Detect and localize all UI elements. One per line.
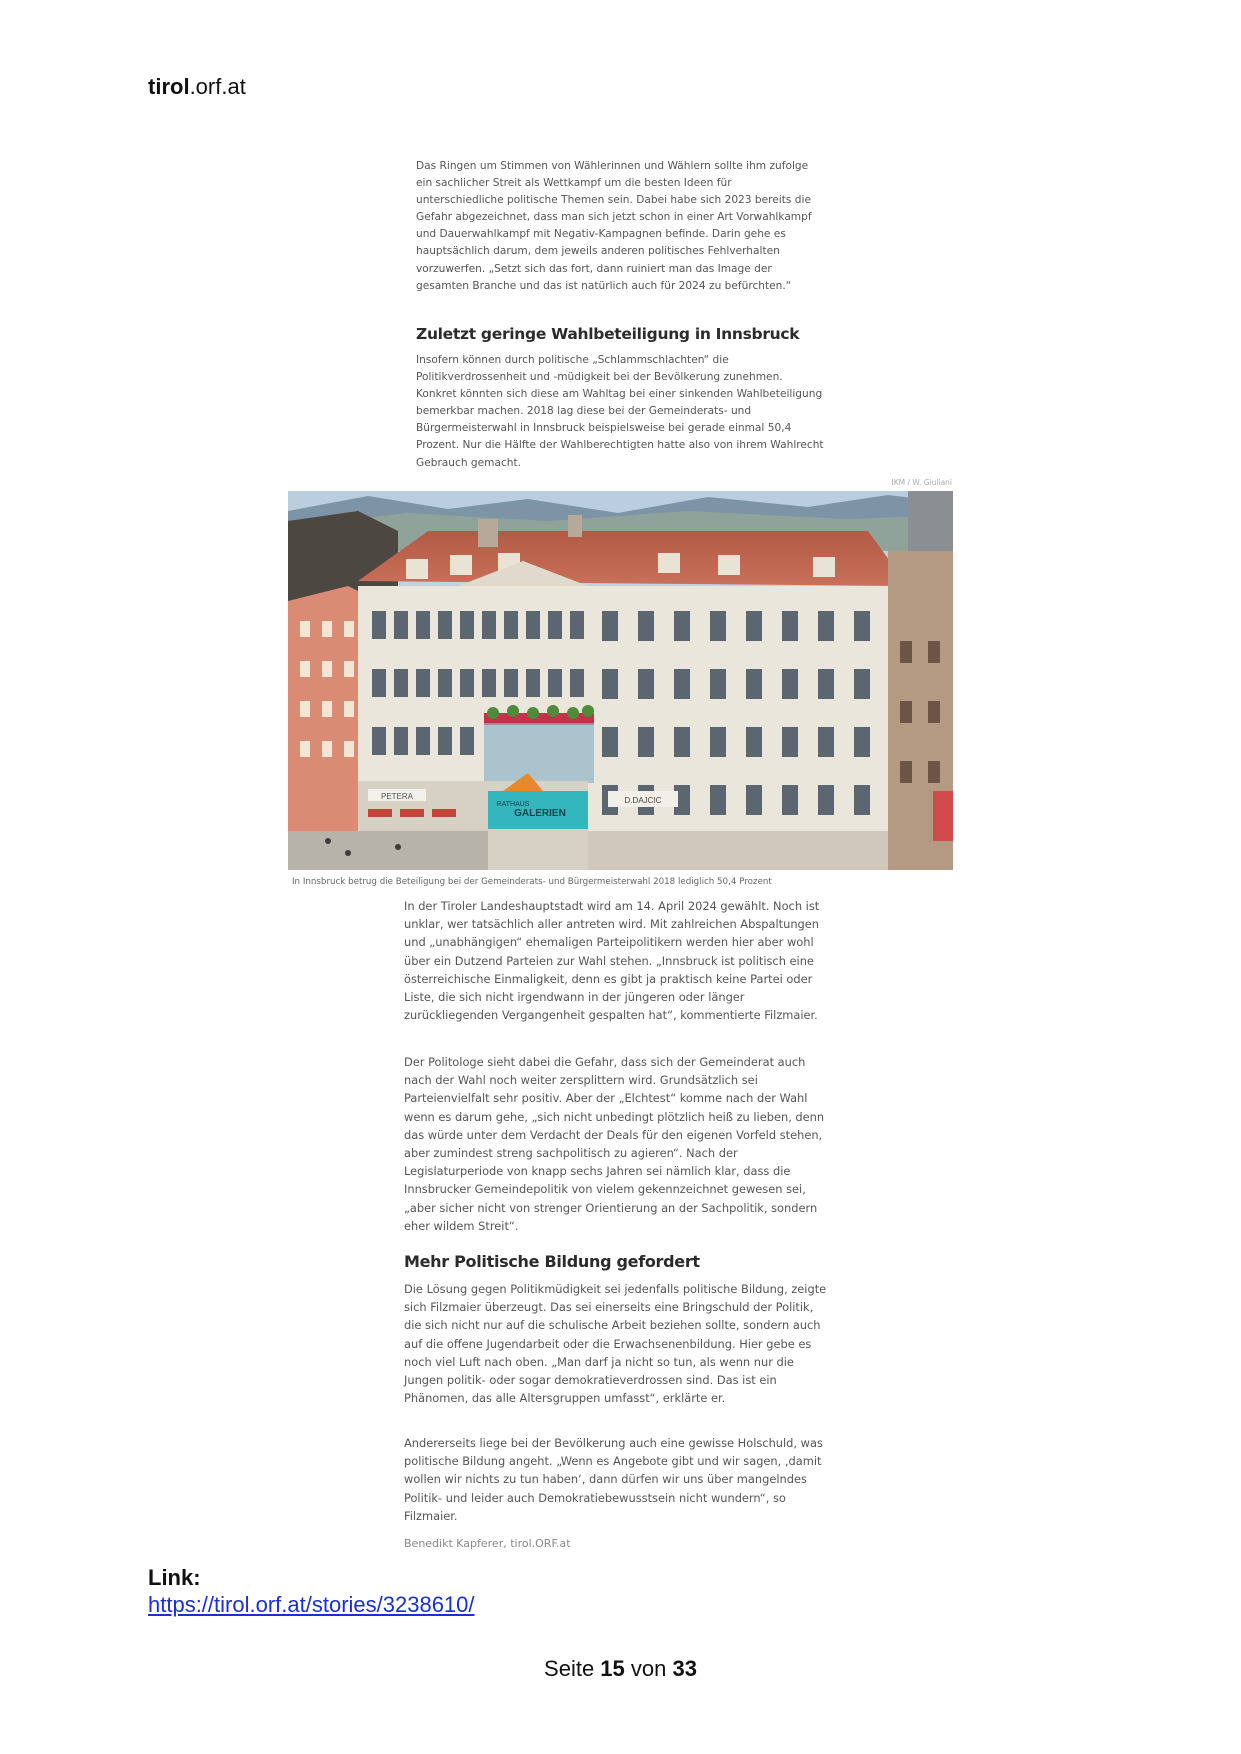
footer-middle: von bbox=[624, 1656, 673, 1681]
article-paragraph-4: Der Politologe sieht dabei die Gefahr, dass sich der Gemeinderat auch nach der Wahl noch weiter zersplittern wird. Grundsätzlich sei Parteienvielfalt sehr positiv. Aber der „Elchtest“ komme nach der Wahl wenn es darum gehe, „sich nicht unbedingt plötzlich heiß zu lieben, denn das würde unter dem Verdacht der Deals für den eigenen Vorfeld stehen, aber zumindest streng sachpolitisch zu agieren“. Nach der Legislaturperiode von knapp sechs Jahren sei nämlich klar, dass die Innsbrucker Gemeindepolitik von vielem gekennzeichnet gewesen sei, „aber sicher nicht von strenger Orientierung an der Sachpolitik, sondern eher wildem Streit“. bbox=[404, 1055, 825, 1233]
article-heading-1: Zuletzt geringe Wahlbeteiligung in Innsbruck bbox=[416, 325, 800, 343]
link-label: Link: bbox=[148, 1565, 201, 1590]
article-paragraph-6: Andererseits liege bei der Bevölkerung auch eine gewisse Holschuld, was politische Bildung angeht. „Wenn es Angebote gibt und wir sagen, ‚damit wollen wir nichts zu tun haben‘, dann dürfen wir uns über mangelndes Politik- und leider auch Demokratiebewusstsein nicht wundern“, so Filzmaier. bbox=[404, 1436, 823, 1523]
article-author: Benedikt Kapferer, tirol.ORF.at bbox=[404, 1537, 571, 1550]
photo-sign-galerien: GALERIEN bbox=[514, 808, 566, 819]
photo-caption: In Innsbruck betrug die Beteiligung bei der Gemeinderats- und Bürgermeisterwahl 2018 lediglich 50,4 Prozent bbox=[292, 877, 772, 887]
article-paragraph-2: Insofern können durch politische „Schlammschlachten“ die Politikverdrossenheit und -müdigkeit bei der Bevölkerung zunehmen. Konkret könnten sich diese am Wahltag bei einer sinkenden Wahlbeteiligung bemerkbar machen. 2018 lag diese bei der Gemeinderats- und Bürgermeisterwahl in Innsbruck beispielsweise bei gerade einmal 50,4 Prozent. Nur die Hälfte der Wahlberechtigten hatte also von ihrem Wahlrecht Gebrauch gemacht. bbox=[416, 354, 824, 469]
site-label bbox=[148, 74, 246, 100]
article-paragraph-5: Die Lösung gegen Politikmüdigkeit sei jedenfalls politische Bildung, zeigte sich Filzmaier überzeugt. Das sei einerseits eine Bringschuld der Politik, die sich nicht nur auf die schulische Arbeit beziehen sollte, sondern auch auf die offene Jugendarbeit oder die Erwachsenenbildung. Hier gebe es noch viel Luft nach oben. „Man darf ja nicht so tun, als wenn nur die Jungen politik- oder sogar demokratieverdrossen sind. Das ist ein Phänomen, das alle Altersgruppen umfasst“, erklärte er. bbox=[404, 1282, 827, 1406]
site-label-bold: tirol bbox=[148, 74, 190, 99]
photo-sign-petera: PETERA bbox=[380, 792, 414, 801]
article-photo bbox=[288, 491, 953, 870]
footer-page-number: 15 bbox=[600, 1656, 625, 1681]
photo-sign-rathaus: RATHAUS bbox=[496, 801, 530, 808]
article-heading-2: Mehr Politische Bildung gefordert bbox=[404, 1252, 700, 1271]
photo-sign-dajcic: D.DAJCIC bbox=[624, 796, 662, 805]
site-label-rest: .orf.at bbox=[189, 74, 246, 99]
footer-page-total: 33 bbox=[672, 1656, 697, 1681]
article-paragraph-3: In der Tiroler Landeshauptstadt wird am 14. April 2024 gewählt. Noch ist unklar, wer tatsächlich aller antreten wird. Mit zahlreichen Abspaltungen und „unabhängigen“ ehemaligen Parteipolitikern werden hier aber wohl über ein Dutzend Parteien zur Wahl stehen. „Innsbruck ist politisch eine österreichische Einmaligkeit, denn es gibt ja praktisch keine Partei oder Liste, die sich nicht irgendwann in der jüngeren oder länger zurückliegenden Vergangenheit gespalten hat“, kommentierte Filzmaier. bbox=[404, 899, 820, 1023]
article-paragraph-1: Das Ringen um Stimmen von Wählerinnen und Wählern sollte ihm zufolge ein sachlicher Streit als Wettkampf um die besten Ideen für unterschiedliche politische Themen sein. Dabei habe sich 2023 bereits die Gefahr abgezeichnet, dass man sich jetzt schon in einer Art Vorwahlkampf und Dauerwahlkampf mit Negativ-Kampagnen befinde. Darin gehe es hauptsächlich darum, dem jeweils anderen politisches Fehlverhalten vorzuwerfen. „Setzt sich das fort, dann ruiniert man das Image der gesamten Branche und das ist natürlich auch für 2024 zu befürchten.“ bbox=[416, 160, 812, 292]
page-footer bbox=[0, 1656, 1241, 1682]
source-link[interactable]: https://tirol.orf.at/stories/3238610/ bbox=[148, 1592, 475, 1617]
footer-prefix: Seite bbox=[544, 1656, 601, 1681]
photo-credit: IKM / W. Giuliani bbox=[891, 478, 952, 487]
